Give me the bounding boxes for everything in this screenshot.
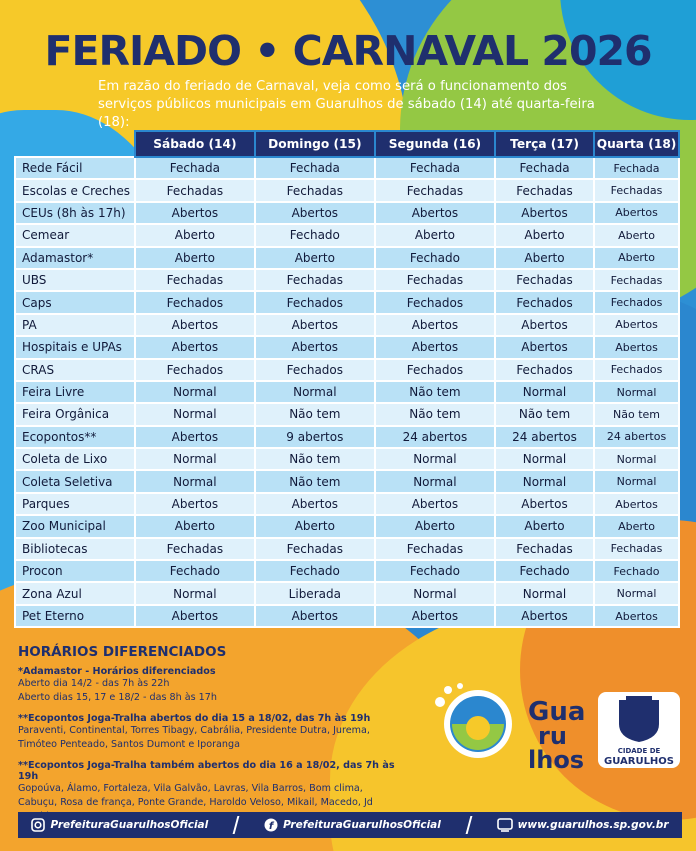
- page-title: FERIADO • CARNAVAL 2026: [44, 27, 652, 75]
- status-cell: Abertos: [255, 314, 375, 336]
- header-saturday: Sábado (14): [135, 131, 255, 157]
- monitor-icon: [497, 818, 513, 832]
- status-cell: Normal: [495, 470, 594, 492]
- status-cell: Abertos: [135, 426, 255, 448]
- ecopontos-list-2: Gopoúva, Álamo, Fortaleza, Vila Galvão, Lavras, Vila Barros, Bom clima, Cabuçu, Rosa de frança, Ponte Grande, Haroldo Veloso, Mikail, Macedo, Jd: [18, 783, 373, 808]
- table-row: [15, 538, 679, 560]
- service-name-cell: Caps: [15, 291, 135, 313]
- status-cell: Abertos: [255, 336, 375, 358]
- table-row: [15, 560, 679, 582]
- status-cell: Não tem: [594, 403, 679, 425]
- status-cell: Abertos: [495, 336, 594, 358]
- service-name-cell: UBS: [15, 269, 135, 291]
- status-cell: Fechados: [255, 291, 375, 313]
- footer-instagram[interactable]: [31, 818, 208, 832]
- crown-icon: [626, 696, 652, 702]
- service-name-cell: Hospitais e UPAs: [15, 336, 135, 358]
- status-cell: Não tem: [375, 381, 495, 403]
- status-cell: Abertos: [135, 336, 255, 358]
- service-name-cell: Feira Orgânica: [15, 403, 135, 425]
- table-row: [15, 202, 679, 224]
- status-cell: 24 abertos: [594, 426, 679, 448]
- status-cell: Normal: [594, 381, 679, 403]
- status-cell: Abertos: [255, 605, 375, 627]
- service-name-cell: PA: [15, 314, 135, 336]
- status-cell: Não tem: [255, 403, 375, 425]
- status-cell: Fechadas: [594, 269, 679, 291]
- status-cell: Aberto: [495, 515, 594, 537]
- table-row: [15, 403, 679, 425]
- table-row: [15, 493, 679, 515]
- status-cell: Normal: [495, 381, 594, 403]
- table-row: [15, 448, 679, 470]
- service-name-cell: CEUs (8h às 17h): [15, 202, 135, 224]
- status-cell: Fechadas: [375, 538, 495, 560]
- table-row: [15, 179, 679, 201]
- logo-text-ru: ru: [538, 722, 567, 750]
- status-cell: Fechadas: [495, 538, 594, 560]
- table-row: [15, 582, 679, 604]
- status-cell: Normal: [375, 582, 495, 604]
- service-name-cell: Parques: [15, 493, 135, 515]
- adamastor-note-title: *Adamastor - Horários diferenciados: [18, 666, 216, 677]
- status-cell: Abertos: [255, 202, 375, 224]
- status-cell: Fechadas: [255, 269, 375, 291]
- status-cell: Abertos: [135, 314, 255, 336]
- status-cell: 9 abertos: [255, 426, 375, 448]
- status-cell: Fechado: [375, 560, 495, 582]
- service-name-cell: CRAS: [15, 359, 135, 381]
- guarulhos-logo: [430, 682, 600, 770]
- city-seal: [596, 690, 682, 770]
- status-cell: Normal: [135, 470, 255, 492]
- service-name-cell: Rede Fácil: [15, 157, 135, 179]
- status-cell: Aberto: [375, 224, 495, 246]
- status-cell: Fechadas: [495, 269, 594, 291]
- status-cell: Abertos: [594, 314, 679, 336]
- status-cell: Fechado: [135, 560, 255, 582]
- status-cell: Aberto: [375, 515, 495, 537]
- status-cell: Abertos: [135, 493, 255, 515]
- seal-text-2: GUARULHOS: [603, 756, 675, 767]
- status-cell: Aberto: [255, 247, 375, 269]
- status-cell: Fechada: [135, 157, 255, 179]
- status-cell: Não tem: [255, 448, 375, 470]
- status-cell: Normal: [495, 448, 594, 470]
- status-cell: Aberto: [594, 247, 679, 269]
- status-cell: Normal: [135, 582, 255, 604]
- table-row: [15, 470, 679, 492]
- status-cell: Aberto: [135, 224, 255, 246]
- status-cell: Abertos: [495, 605, 594, 627]
- status-cell: Normal: [135, 403, 255, 425]
- status-cell: Fechadas: [135, 538, 255, 560]
- status-cell: Normal: [375, 448, 495, 470]
- service-name-cell: Escolas e Creches: [15, 179, 135, 201]
- header-blank: [15, 131, 135, 157]
- status-cell: Aberto: [594, 224, 679, 246]
- status-cell: Fechadas: [255, 538, 375, 560]
- status-cell: Fechado: [375, 247, 495, 269]
- status-cell: Fechados: [255, 359, 375, 381]
- table-row: [15, 224, 679, 246]
- facebook-handle: PrefeituraGuarulhosOficial: [283, 819, 441, 831]
- status-cell: Aberto: [135, 247, 255, 269]
- service-name-cell: Pet Eterno: [15, 605, 135, 627]
- status-cell: Abertos: [135, 605, 255, 627]
- table-row: [15, 515, 679, 537]
- status-cell: Fechados: [495, 359, 594, 381]
- facebook-icon: [264, 818, 278, 832]
- status-cell: Abertos: [375, 605, 495, 627]
- status-cell: 24 abertos: [495, 426, 594, 448]
- logo-text-lhos: lhos: [528, 746, 585, 770]
- table-row: [15, 269, 679, 291]
- status-cell: Fechadas: [135, 179, 255, 201]
- status-cell: Normal: [594, 448, 679, 470]
- footer-bar: [18, 812, 682, 838]
- status-cell: Abertos: [495, 202, 594, 224]
- header-tuesday: Terça (17): [495, 131, 594, 157]
- status-cell: Fechados: [594, 291, 679, 313]
- status-cell: Aberto: [495, 224, 594, 246]
- status-cell: Não tem: [255, 470, 375, 492]
- status-cell: Normal: [135, 448, 255, 470]
- service-name-cell: Zoo Municipal: [15, 515, 135, 537]
- status-cell: Fechada: [495, 157, 594, 179]
- status-cell: Aberto: [255, 515, 375, 537]
- intro-text: Em razão do feriado de Carnaval, veja como será o funcionamento dos serviços públicos municipais em Guarulhos de sábado (14) até quarta-feira (18):: [98, 79, 595, 130]
- table-body: [15, 157, 679, 627]
- status-cell: Fechadas: [495, 179, 594, 201]
- service-name-cell: Ecopontos**: [15, 426, 135, 448]
- footer-facebook[interactable]: [264, 818, 441, 832]
- status-cell: Normal: [594, 582, 679, 604]
- status-cell: Fechadas: [375, 179, 495, 201]
- status-cell: Fechado: [255, 560, 375, 582]
- special-hours-notes: [18, 644, 398, 824]
- table-row: [15, 359, 679, 381]
- status-cell: Abertos: [495, 493, 594, 515]
- notes-heading: HORÁRIOS DIFERENCIADOS: [18, 644, 227, 660]
- table-row: [15, 247, 679, 269]
- table-row: [15, 605, 679, 627]
- status-cell: Não tem: [495, 403, 594, 425]
- status-cell: Abertos: [375, 314, 495, 336]
- status-cell: Aberto: [135, 515, 255, 537]
- footer-separator: [465, 816, 472, 834]
- header-wednesday: Quarta (18): [594, 131, 679, 157]
- status-cell: Abertos: [375, 493, 495, 515]
- ecopontos-list-1: Paraventi, Continental, Torres Tibagy, Cabrália, Presidente Dutra, Jurema, Timóteo Penteado, Santos Dumont e Iporanga: [18, 725, 370, 750]
- status-cell: Abertos: [495, 314, 594, 336]
- instagram-handle: PrefeituraGuarulhosOficial: [50, 819, 209, 831]
- adamastor-line-2: Aberto dias 15, 17 e 18/2 - das 8h às 17h: [18, 692, 217, 703]
- service-name-cell: Coleta Seletiva: [15, 470, 135, 492]
- logo-text-gua: Gua: [528, 697, 586, 727]
- status-cell: Fechado: [255, 224, 375, 246]
- header-monday: Segunda (16): [375, 131, 495, 157]
- adamastor-line-1: Aberto dia 14/2 - das 7h às 22h: [18, 678, 170, 689]
- status-cell: Liberada: [255, 582, 375, 604]
- status-cell: Abertos: [594, 605, 679, 627]
- status-cell: Fechados: [495, 291, 594, 313]
- status-cell: Abertos: [375, 202, 495, 224]
- status-cell: Fechados: [135, 291, 255, 313]
- ecopontos-note-1-title: **Ecopontos Joga-Tralha abertos do dia 15 a 18/02, das 7h às 19h: [18, 713, 371, 724]
- service-name-cell: Procon: [15, 560, 135, 582]
- service-name-cell: Coleta de Lixo: [15, 448, 135, 470]
- status-cell: Normal: [375, 470, 495, 492]
- seal-text-1: CIDADE DE: [617, 747, 661, 755]
- status-cell: Normal: [135, 381, 255, 403]
- table-header-row: [15, 131, 679, 157]
- footer-separator: [233, 816, 240, 834]
- table-row: [15, 381, 679, 403]
- ecopontos-note-2-title: **Ecopontos Joga-Tralha também abertos do dia 16 a 18/02, das 7h às 19h: [18, 760, 395, 782]
- service-name-cell: Feira Livre: [15, 381, 135, 403]
- status-cell: Abertos: [594, 336, 679, 358]
- table-row: [15, 291, 679, 313]
- service-name-cell: Cemear: [15, 224, 135, 246]
- status-cell: Não tem: [375, 403, 495, 425]
- status-cell: Fechada: [594, 157, 679, 179]
- table-row: [15, 157, 679, 179]
- status-cell: Abertos: [135, 202, 255, 224]
- service-name-cell: Bibliotecas: [15, 538, 135, 560]
- shield-icon: [619, 700, 659, 742]
- status-cell: Normal: [255, 381, 375, 403]
- status-cell: Fechadas: [594, 179, 679, 201]
- header-sunday: Domingo (15): [255, 131, 375, 157]
- svg-text:f: f: [268, 821, 274, 832]
- status-cell: Normal: [495, 582, 594, 604]
- status-cell: Fechada: [375, 157, 495, 179]
- service-name-cell: Zona Azul: [15, 582, 135, 604]
- table-row: [15, 336, 679, 358]
- status-cell: Fechado: [495, 560, 594, 582]
- status-cell: Abertos: [594, 493, 679, 515]
- status-cell: Abertos: [594, 202, 679, 224]
- status-cell: Fechadas: [135, 269, 255, 291]
- status-cell: Fechado: [594, 560, 679, 582]
- instagram-icon: [31, 818, 45, 832]
- status-cell: Fechadas: [255, 179, 375, 201]
- status-cell: Fechados: [375, 359, 495, 381]
- table-row: [15, 314, 679, 336]
- schedule-table: [14, 130, 680, 628]
- table-row: [15, 426, 679, 448]
- website-url: www.guarulhos.sp.gov.br: [517, 819, 669, 831]
- status-cell: Fechadas: [594, 538, 679, 560]
- status-cell: 24 abertos: [375, 426, 495, 448]
- status-cell: Normal: [594, 470, 679, 492]
- status-cell: Abertos: [255, 493, 375, 515]
- status-cell: Abertos: [375, 336, 495, 358]
- status-cell: Aberto: [594, 515, 679, 537]
- status-cell: Aberto: [495, 247, 594, 269]
- service-name-cell: Adamastor*: [15, 247, 135, 269]
- status-cell: Fechada: [255, 157, 375, 179]
- drop-icon: [435, 683, 512, 758]
- status-cell: Fechados: [375, 291, 495, 313]
- status-cell: Fechados: [594, 359, 679, 381]
- status-cell: Fechadas: [375, 269, 495, 291]
- footer-website[interactable]: [497, 818, 669, 832]
- status-cell: Fechados: [135, 359, 255, 381]
